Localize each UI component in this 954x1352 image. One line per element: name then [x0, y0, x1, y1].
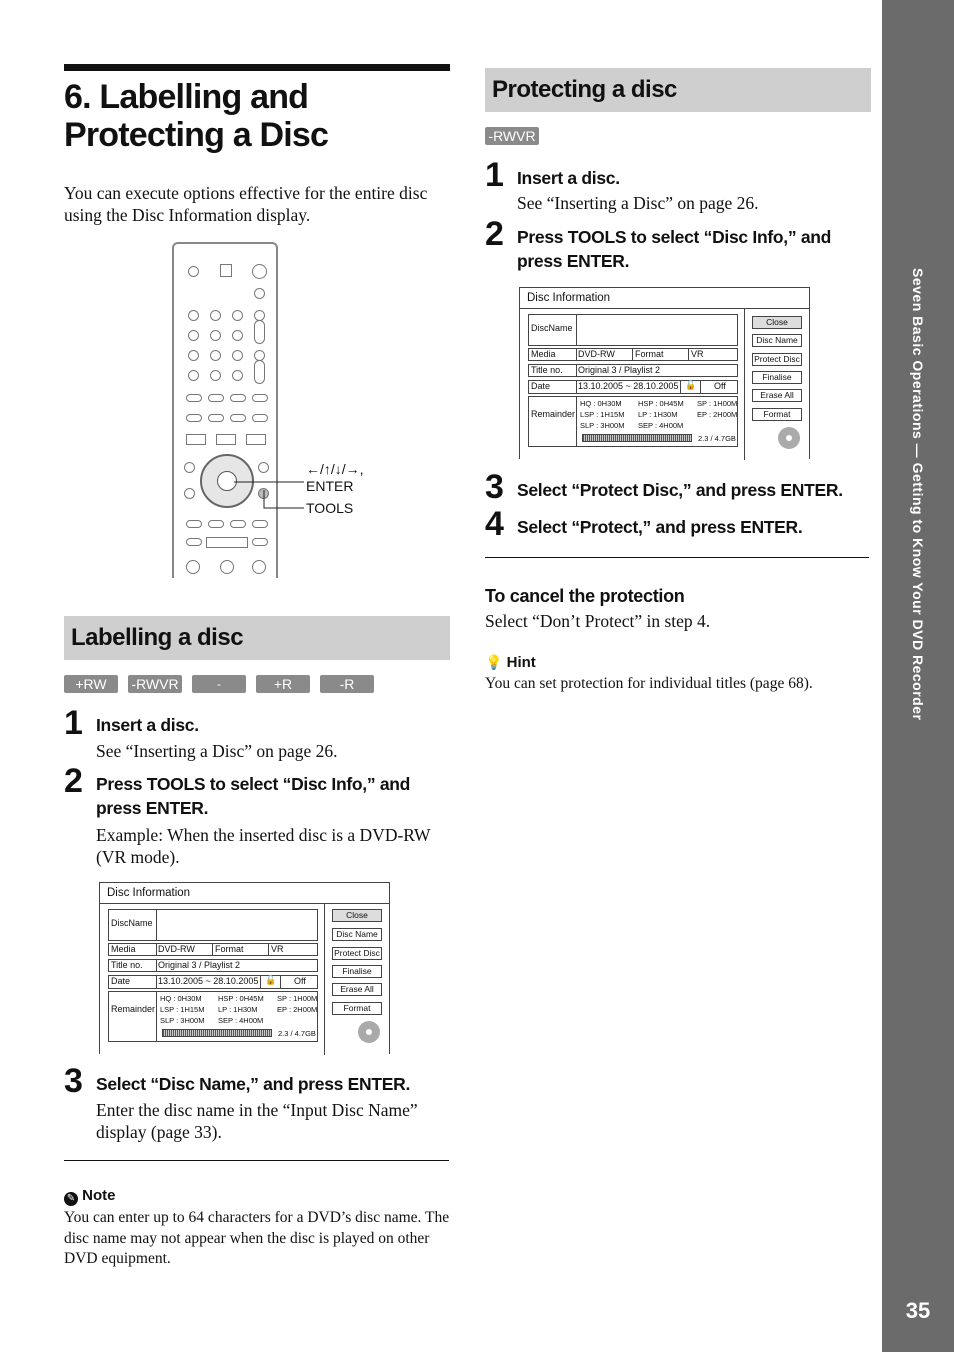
badge-minus-r: -R	[320, 675, 374, 693]
protecting-step-1-heading: Insert a disc.	[517, 168, 620, 188]
labelling-step-3-heading: Select “Disc Name,” and press ENTER.	[96, 1074, 411, 1094]
badge-minus-rw-video: -RWVideo	[193, 677, 245, 709]
protecting-step-3-number: 3	[485, 468, 504, 506]
format-button[interactable]: Format	[332, 1002, 382, 1015]
labelling-step-1-number: 1	[64, 704, 83, 742]
cancel-rule	[485, 557, 869, 558]
page-title: 6. Labelling and Protecting a Disc	[64, 78, 329, 154]
lightbulb-icon: 💡	[485, 654, 503, 670]
tools-label: TOOLS	[306, 500, 354, 516]
lock-icon: 🔓	[685, 380, 697, 390]
protecting-step-4-heading: Select “Protect,” and press ENTER.	[517, 517, 803, 537]
capacity-bar	[582, 434, 692, 442]
protecting-step-1-number: 1	[485, 156, 504, 194]
protecting-step-1-body: See “Inserting a Disc” on page 26.	[517, 193, 759, 213]
protecting-step-2-number: 2	[485, 215, 504, 253]
badge-plus-rw: +RW	[64, 675, 118, 693]
labelling-section-heading: Labelling a disc	[64, 616, 450, 660]
capacity-bar	[162, 1029, 272, 1037]
badge-minus-rw-vr: -RWVR	[128, 675, 182, 693]
labelling-step-1-heading: Insert a disc.	[96, 715, 199, 735]
labelling-step-2-body: Example: When the inserted disc is a DVD-RW (VR mode).	[96, 825, 431, 867]
note-text: You can enter up to 64 characters for a DVD’s disc name. The disc name may not appear when the disc is played on other DVD equipment.	[64, 1209, 450, 1267]
note-label: ✎ Note	[64, 1187, 116, 1206]
page-number: 35	[905, 1298, 931, 1323]
disc-name-button[interactable]: Disc Name	[752, 334, 802, 347]
hint-label: 💡 Hint	[485, 654, 536, 671]
labelling-step-2-number: 2	[64, 762, 83, 800]
finalise-button[interactable]: Finalise	[752, 371, 802, 384]
format-button[interactable]: Format	[752, 408, 802, 421]
side-tab-text: Seven Basic Operations — Getting to Know Your DVD Recorder	[910, 268, 926, 721]
finalise-button[interactable]: Finalise	[332, 965, 382, 978]
close-button[interactable]: Close	[752, 316, 802, 329]
hint-text: You can set protection for individual titles (page 68).	[485, 675, 813, 692]
labelling-step-1-body: See “Inserting a Disc” on page 26.	[96, 741, 338, 761]
cancel-text: Select “Don’t Protect” in step 4.	[485, 611, 711, 631]
remote-callout-lines	[230, 460, 310, 520]
cancel-heading: To cancel the protection	[485, 586, 685, 606]
labelling-step-3-number: 3	[64, 1062, 83, 1100]
enter-label: ENTER	[306, 478, 354, 494]
protecting-step-4-number: 4	[485, 505, 504, 543]
badge-protect-minus-rw-vr: -RWVR	[485, 127, 539, 145]
disc-icon	[358, 1021, 380, 1043]
protect-disc-button[interactable]: Protect Disc	[752, 353, 802, 366]
note-icon: ✎	[64, 1192, 78, 1206]
disc-name-button[interactable]: Disc Name	[332, 928, 382, 941]
protect-disc-button[interactable]: Protect Disc	[332, 947, 382, 960]
disc-icon	[778, 427, 800, 449]
title-rule	[64, 64, 450, 71]
protecting-section-heading: Protecting a disc	[485, 68, 871, 112]
remote-control-illustration	[172, 242, 278, 578]
close-button[interactable]: Close	[332, 909, 382, 922]
disc-info-panel-protecting: Disc Information DiscName Media DVD-RW Format VR Title no. Original 3 / Playlist 2 Date 13.10.2005 ~ 28.10.2005 🔓 Off Remainder HQ : 0H30M HSP : 0H45M SP : 1H00M LSP : 1H15M LP : 1H30M EP : 2H00M SLP : 3H00M SEP : 4H00M 2.3 / 4.7GB Close Disc Name Protect Disc Finalise Erase All Format	[519, 287, 810, 459]
labelling-step-2-heading: Press TOOLS to select “Disc Info,” and press ENTER.	[96, 774, 411, 818]
intro-text: You can execute options effective for the entire disc using the Disc Information display.	[64, 183, 428, 225]
protecting-step-2-heading: Press TOOLS to select “Disc Info,” and press ENTER.	[517, 227, 832, 271]
erase-all-button[interactable]: Erase All	[752, 389, 802, 402]
note-rule	[64, 1160, 449, 1161]
arrow-keys-label: ←/↑/↓/→,	[306, 461, 364, 477]
side-tab	[882, 0, 954, 1352]
lock-icon: 🔓	[265, 975, 277, 985]
disc-info-panel-labelling: Disc Information DiscName Media DVD-RW Format VR Title no. Original 3 / Playlist 2 Date 13.10.2005 ~ 28.10.2005 🔓 Off Remainder HQ : 0H30M HSP : 0H45M SP : 1H00M LSP : 1H15M LP : 1H30M EP : 2H00M SLP : 3H00M SEP : 4H00M 2.3 / 4.7GB Close Disc Name Protect Disc Finalise Erase All Format	[99, 882, 390, 1054]
badge-plus-r: +R	[256, 675, 310, 693]
protecting-step-3-heading: Select “Protect Disc,” and press ENTER.	[517, 480, 843, 500]
labelling-step-3-body: Enter the disc name in the “Input Disc Name” display (page 33).	[96, 1100, 418, 1142]
erase-all-button[interactable]: Erase All	[332, 983, 382, 996]
